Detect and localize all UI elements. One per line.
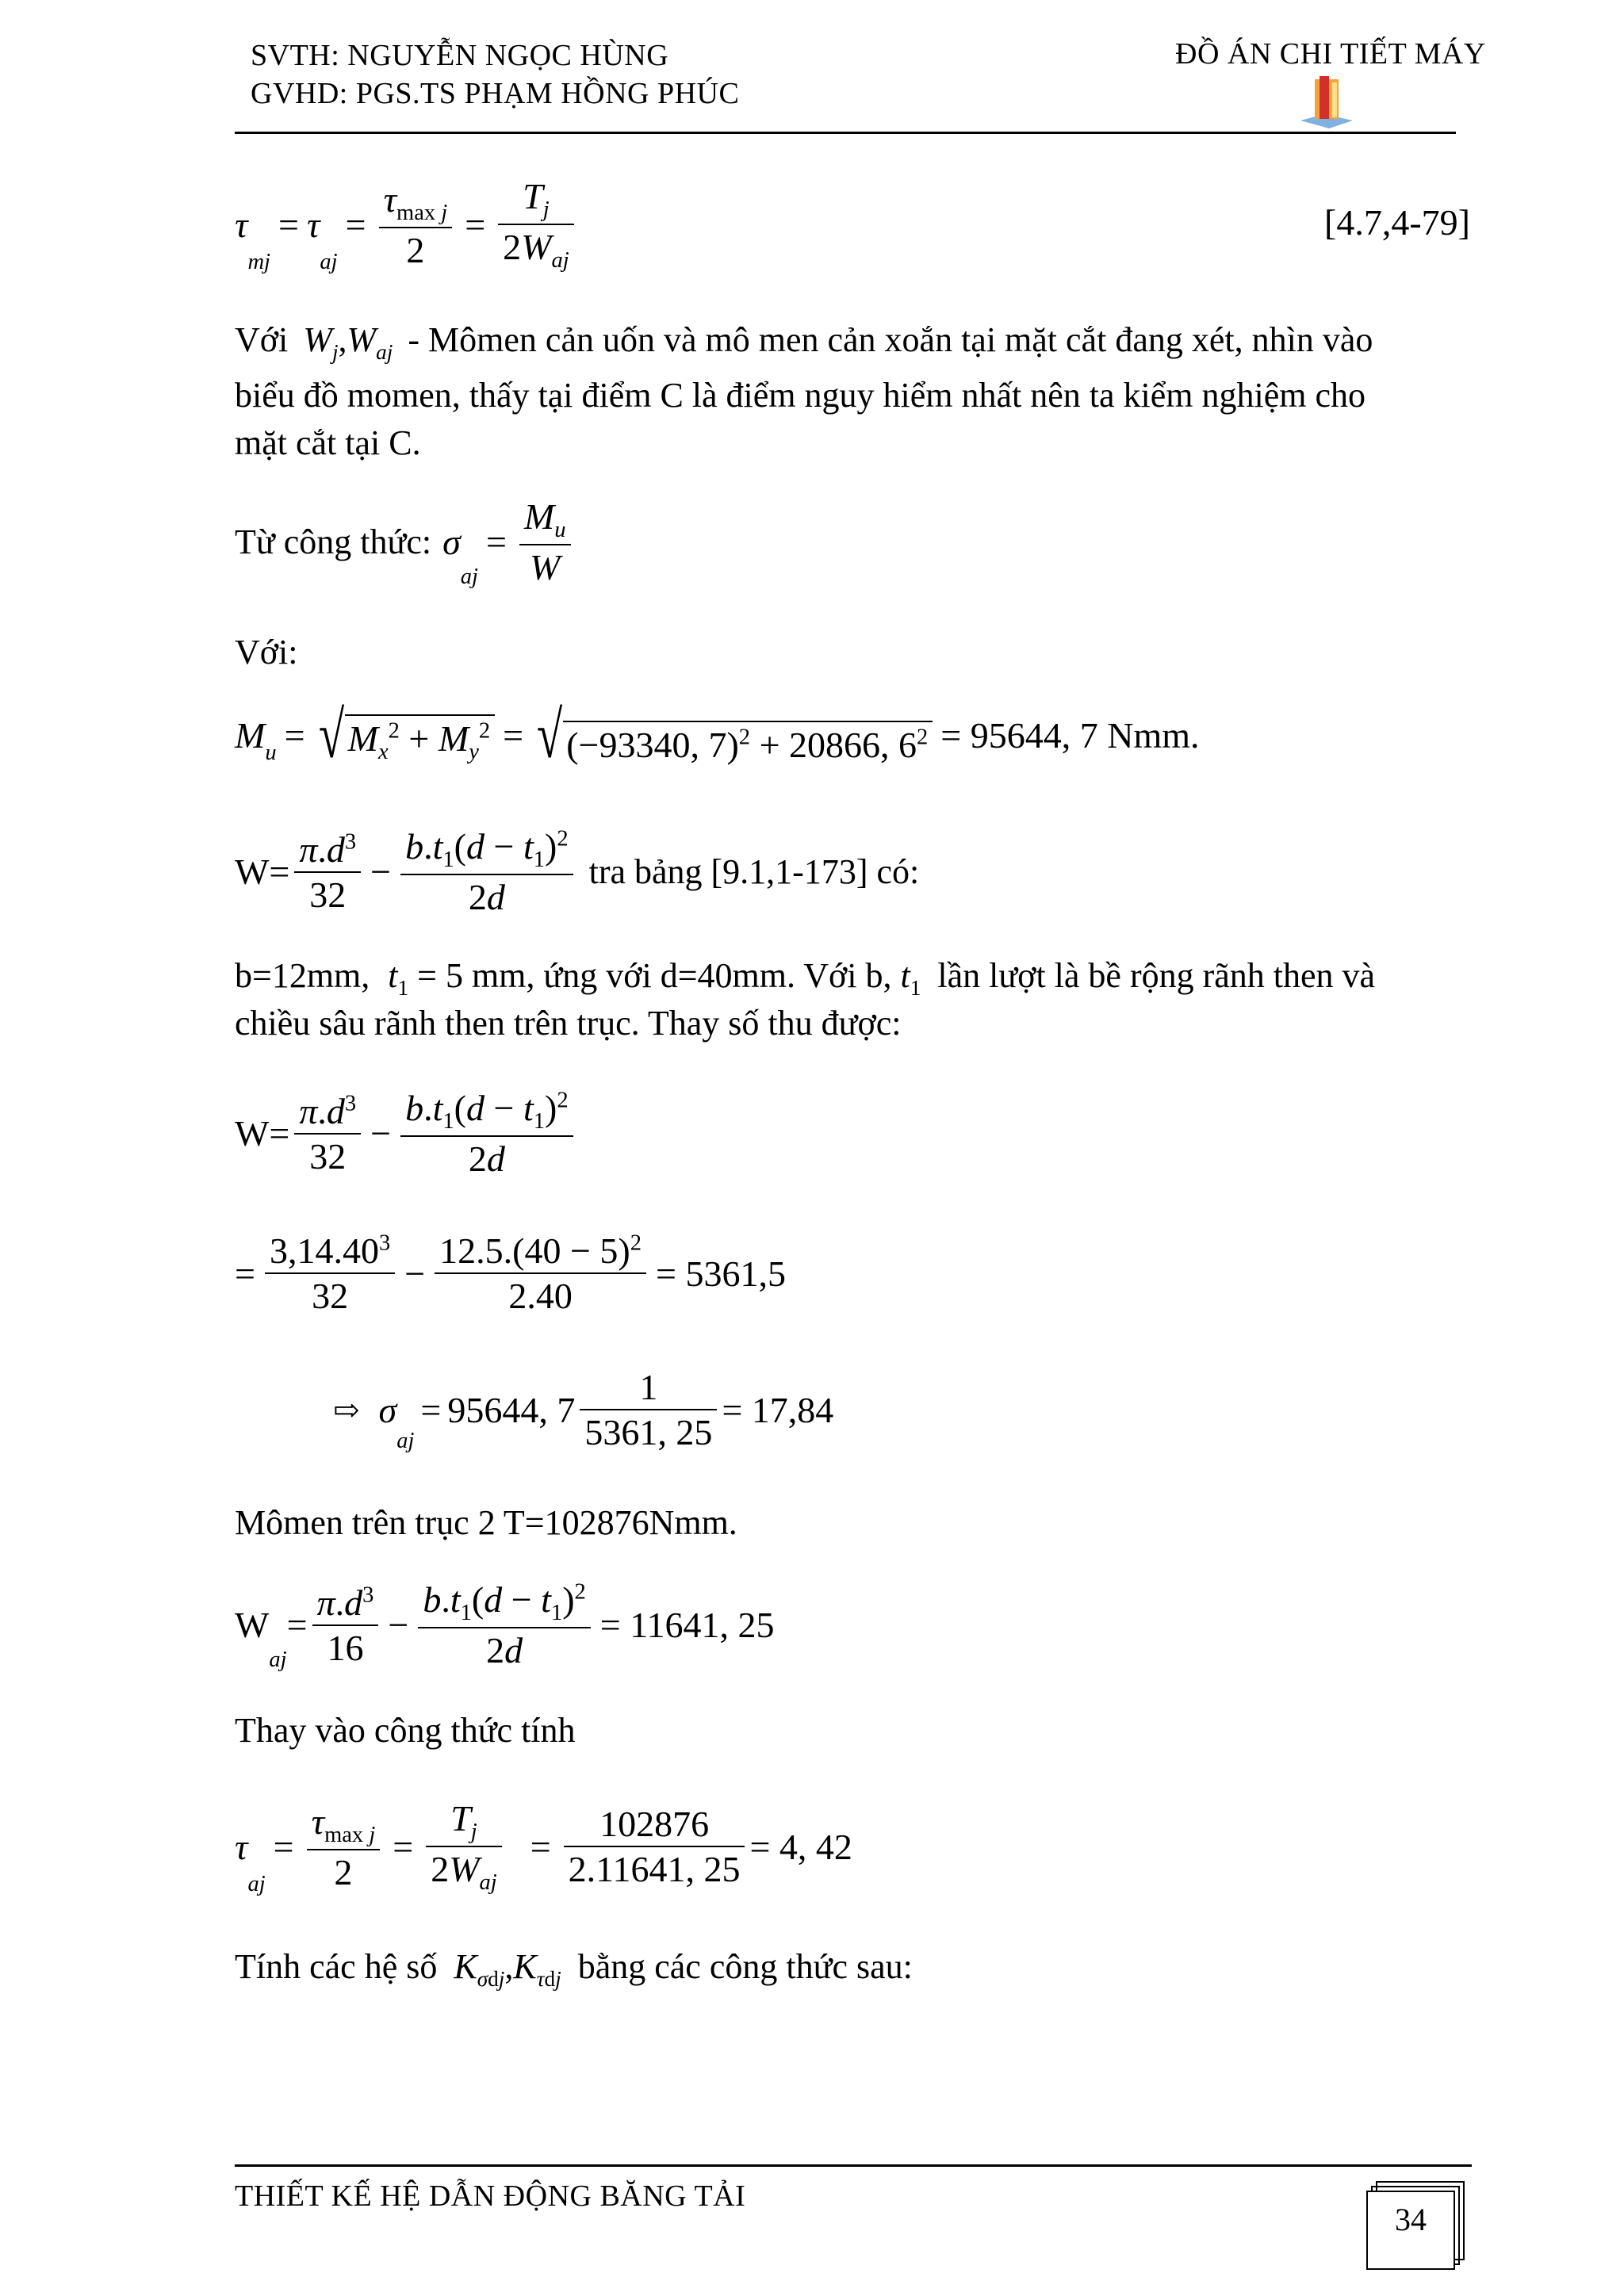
page-number: 34	[1395, 2202, 1427, 2237]
mu-result: = 95644, 7 Nmm.	[940, 715, 1200, 756]
equation-tau-mj: τ mj = τ aj = $\frac{\tau_{max j}}{2}$ = $\frac{T_j}{2W_{aj}}$	[235, 174, 579, 275]
coeff-lead: Tính các hệ số	[235, 1947, 438, 1986]
student-name: SVTH: NGUYỄN NGỌC HÙNG	[251, 39, 669, 72]
waj-result: = 11641, 25	[599, 1605, 775, 1646]
equation-waj: W aj = $\frac{\pi.d^3}{16}$ − $\frac{b.t_1(d - t_1)^2}{2d}$ = 11641, 25	[235, 1579, 775, 1672]
book-logo	[1297, 73, 1354, 128]
with-label: Với:	[235, 633, 298, 672]
equation-reference: [4.7,4-79]	[1324, 202, 1470, 243]
from-formula-label: Từ công thức:	[235, 522, 432, 562]
paragraph-rest: - Mômen cản uốn và mô men cản xoắn tại mặt cắt đang xét, nhìn vào	[408, 320, 1373, 359]
advisor-name: GVHD: PGS.TS PHẠM HỒNG PHÚC	[251, 77, 740, 110]
substitute-line: Thay vào công thức tính	[235, 1711, 576, 1750]
footer-rule	[235, 2164, 1472, 2167]
equation-tau-aj: τ aj = $\frac{\tau_{max j}}{2}$ = $\frac{T_j}{2W_{aj}}$ = $\frac{102876}{2.11641, 25}$ = 4, 42	[235, 1798, 852, 1896]
coefficients-line: Tính các hệ số $K_{\sigma dj},K_{\tau dj}$ bằng các công thức sau:	[235, 1947, 913, 1991]
equation-w-numeric: = $\frac{3,14.40^3}{32}$ − $\frac{12.5.(40 - 5)^2}{2.40}$ = 5361,5	[235, 1230, 786, 1317]
paragraph-moments	[235, 314, 1373, 369]
paragraph-line3: mặt cắt tại C.	[235, 423, 421, 462]
keyway-meaning: lần lượt là bề rộng rãnh then và	[937, 956, 1376, 995]
sigma-result: = 17,84	[722, 1389, 834, 1430]
torque-line: Mômen trên trục 2 T=102876Nmm.	[235, 1503, 737, 1542]
paragraph-keyway-line2: chiều sâu rãnh then trên trục. Thay số thu được:	[235, 1004, 902, 1043]
paragraph-keyway: b=12mm, $t_1 = 5$ mm, ứng với d=40mm. Với b, $t_1$ lần lượt là bề rộng rãnh then và	[235, 956, 1376, 1000]
equation-mu: M $_u$ = √ $M_x^2 + M_y^2$ = √ (−93340, 7)$^2$ + 20866, $6^2$ = 95644, 7 Nmm.	[235, 698, 1200, 772]
table-lookup: tra bảng [9.1,1-173] có:	[588, 852, 920, 892]
w-result: = 5361,5	[656, 1253, 786, 1294]
tau-result: = 4, 42	[749, 1826, 852, 1867]
footer-title: THIẾT KẾ HỆ DẪN ĐỘNG BĂNG TẢI	[235, 2179, 746, 2213]
implies-arrow-icon: ⇨	[333, 1391, 360, 1428]
coeff-rest: bằng các công thức sau:	[577, 1947, 913, 1986]
math-wj-waj: $W_j,W_{aj}$	[303, 320, 393, 364]
equation-sigma-numeric: ⇨ σ $_{aj}$ = 95644, 7 $\frac{1}{5361, 25}$ = 17,84	[333, 1367, 834, 1454]
paragraph-lead: Với	[235, 320, 289, 359]
project-title: ĐỒ ÁN CHI TIẾT MÁY	[1175, 37, 1486, 71]
header-rule	[235, 132, 1456, 134]
equation-sigma-formula: Từ công thức: σ aj = $\frac{M_u}{W}$	[235, 495, 576, 590]
keyway-width: b=12mm,	[235, 956, 370, 995]
page-number-box	[1361, 2179, 1472, 2272]
equation-w-repeat: W= $\frac{\pi.d^3}{32}$ − $\frac{b.t_1(d - t_1)^2}{2d}$	[235, 1086, 578, 1181]
equation-w-definition: W= $\frac{\pi.d^3}{32}$ − $\frac{b.t_1(d - t_1)^2}{2d}$ tra bảng [9.1,1-173] có:	[235, 826, 920, 918]
keyway-depth-text: = 5 mm, ứng với d=40mm. Với b,	[417, 956, 892, 995]
paragraph-line2: biểu đồ momen, thấy tại điểm C là điểm nguy hiểm nhất nên ta kiểm nghiệm cho	[235, 376, 1366, 415]
